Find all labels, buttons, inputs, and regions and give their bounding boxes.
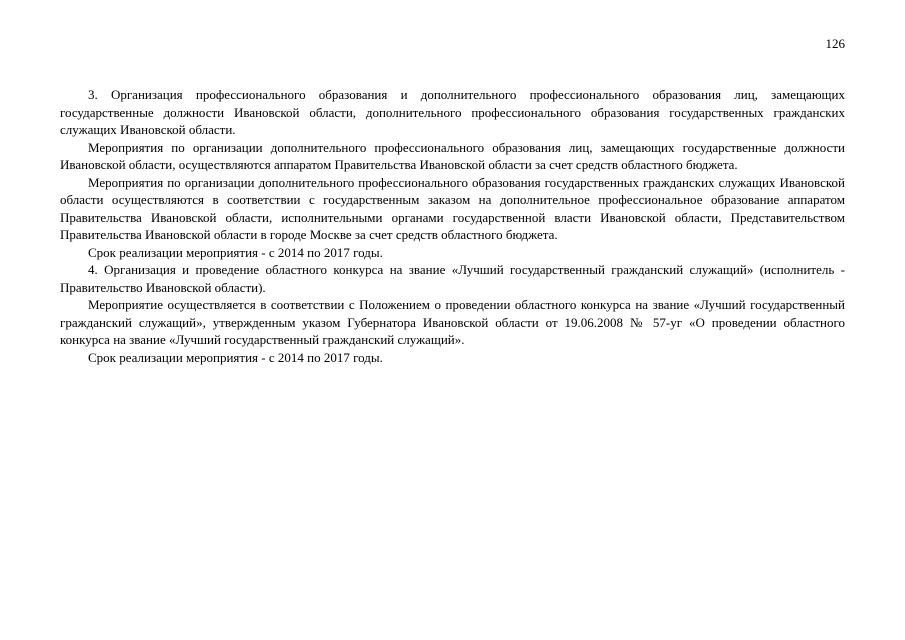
paragraph-item-3-budget: Мероприятия по организации дополнительного профессионального образования лиц, замещающих государственные должности Ивановской области, осуществляются аппаратом Правительства Ивановской области за счет средств областного бюджета. — [60, 139, 845, 172]
paragraph-item-4-heading: 4. Организация и проведение областного конкурса на звание «Лучший государственный гражданский служащий» (исполнитель - Правительство Ивановской области). — [60, 262, 845, 295]
document-body — [60, 86, 845, 366]
paragraph-item-3-term: Срок реализации мероприятия - с 2014 по 2017 годы. — [88, 244, 383, 260]
paragraph-item-4-term: Срок реализации мероприятия - с 2014 по 2017 годы. — [88, 349, 383, 365]
paragraph-item-3-heading: 3. Организация профессионального образования и дополнительного профессионального образования лиц, замещающих государственные должности Ивановской области, дополнительного профессионального образования государственных гражданских служащих Ивановской области. — [60, 87, 845, 137]
page-number: 126 — [825, 36, 845, 51]
paragraph-item-3-executors: Мероприятия по организации дополнительного профессионального образования государственных гражданских служащих Ивановской области осуществляются в соответствии с государственным заказом на дополнительное профессиональное образование аппаратом Правительства Ивановской области, исполнительными органами государственной власти Ивановской области, Представительством Правительства Ивановской области в городе Москве за счет средств областного бюджета. — [60, 174, 845, 242]
paragraph-item-4-basis: Мероприятие осуществляется в соответствии с Положением о проведении областного конкурса на звание «Лучший государственный гражданский служащий», утвержденным указом Губернатора Ивановской области от 19.06.2008 № 57-уг «О проведении областного конкурса на звание «Лучший государственный гражданский служащий». — [60, 297, 845, 347]
